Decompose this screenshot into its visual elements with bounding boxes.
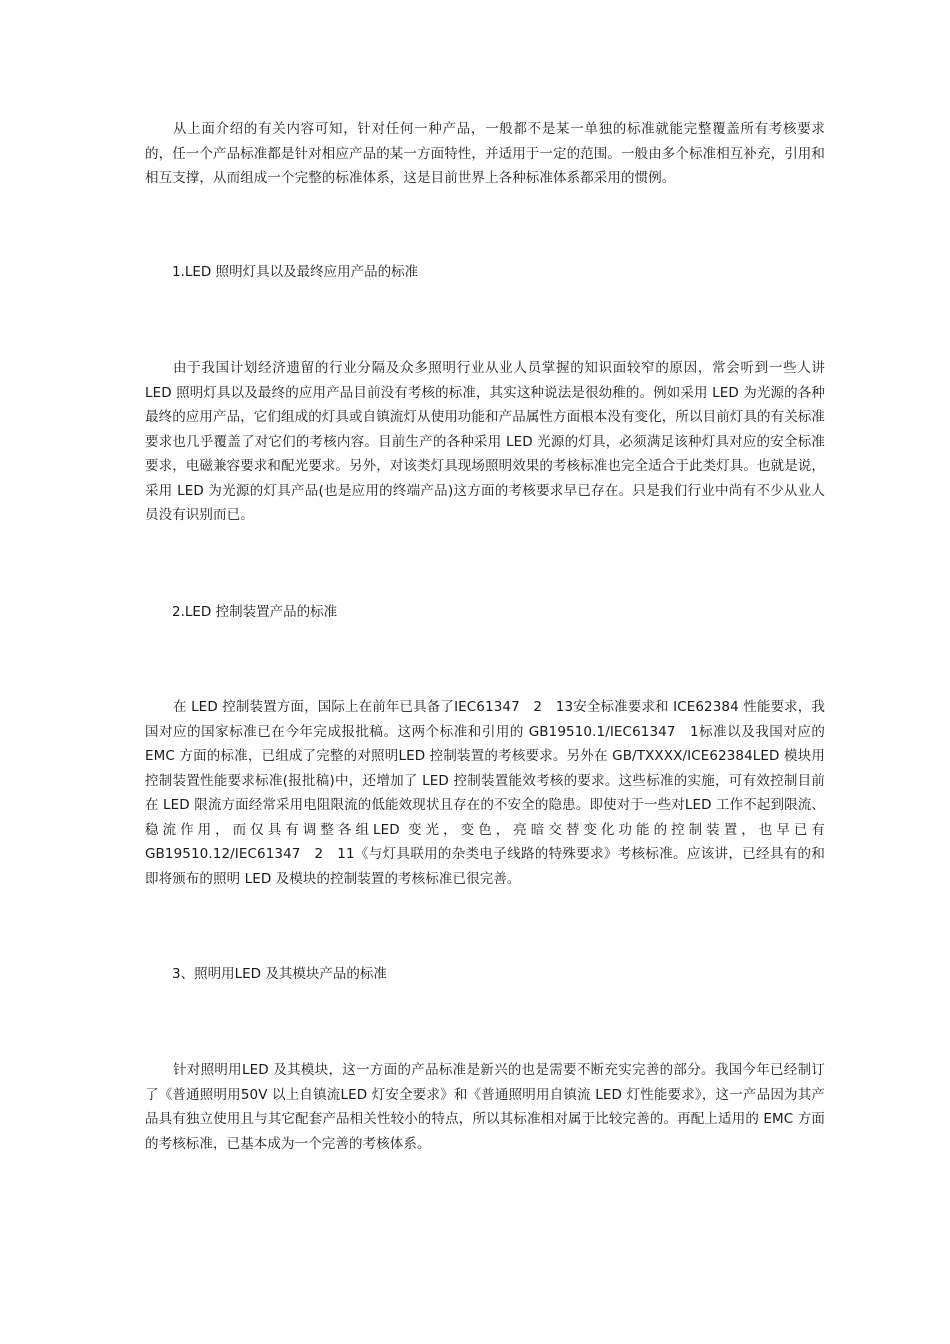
section-3-heading: 3、照明用LED 及其模块产品的标准 [172, 966, 387, 982]
intro-paragraph: 从上面介绍的有关内容可知，针对任何一种产品，一般都不是某一单独的标准就能完整覆盖所有考核要求的，任一个产品标准都是针对相应产品的某一方面特性，并适用于一定的范围。一般由多个标准相互补充，引用和相互支撑，从而组成一个完整的标准体系，这是目前世界上各种标准体系都采用的惯例。 [145, 121, 825, 186]
section-3-paragraph: 针对照明用LED 及其模块，这一方面的产品标准是新兴的也是需要不断充实完善的部分。我国今年已经制订了《普通照明用50V 以上自镇流LED 灯安全要求》和《普通照明用自镇流 LED 灯性能要求》，这一产品因为其产品具有独立使用且与其它配套产品相关性较小的特点，所以其标准相对属于比较完善的。再配上适用的 EMC 方面的考核标准，已基本成为一个完善的考核体系。 [145, 1062, 825, 1152]
section-1-heading: 1.LED 照明灯具以及最终应用产品的标准 [172, 264, 419, 280]
section-2-paragraph: 在 LED 控制装置方面，国际上在前年已具备了IEC61347 2 13安全标准要求和 ICE62384 性能要求，我国对应的国家标准已在今年完成报批稿。这两个标准和引用的 GB19510.1/IEC61347 1标准以及我国对应的 EMC 方面的标准，已组成了完整的对照明LED 控制装置的考核要求。另外在 GB/TXXXX/ICE62384LED 模块用控制装置性能要求标准(报批稿)中，还增加了 LED 控制装置能效考核的要求。这些标准的实施，可有效控制目前在 LED 限流方面经常采用电阻限流的低能效现状且存在的不安全的隐患。即使对于一些对LED 工作不起到限流、稳流作用，而仅具有调整各组LED 变光，变色，亮暗交替变化功能的控制装置，也早已有GB19510.12/IEC61347 2 11《与灯具联用的杂类电子线路的特殊要求》考核标准。应该讲，已经具有的和即将颁布的照明 LED 及模块的控制装置的考核标准已很完善。 [145, 699, 825, 887]
section-2-heading: 2.LED 控制装置产品的标准 [172, 604, 338, 620]
section-1-paragraph: 由于我国计划经济遗留的行业分隔及众多照明行业从业人员掌握的知识面较窄的原因，常会听到一些人讲 LED 照明灯具以及最终的应用产品目前没有考核的标准，其实这种说法是很幼稚的。例如采用 LED 为光源的各种最终的应用产品，它们组成的灯具或自镇流灯从使用功能和产品属性方面根本没有变化，所以目前灯具的有关标准要求也几乎覆盖了对它们的考核内容。目前生产的各种采用 LED 光源的灯具，必须满足该种灯具对应的安全标准要求，电磁兼容要求和配光要求。另外，对该类灯具现场照明效果的考核标准也完全适合于此类灯具。也就是说，采用 LED 为光源的灯具产品(也是应用的终端产品)这方面的考核要求早已存在。只是我们行业中尚有不少从业人员没有识别而已。 [145, 360, 825, 523]
